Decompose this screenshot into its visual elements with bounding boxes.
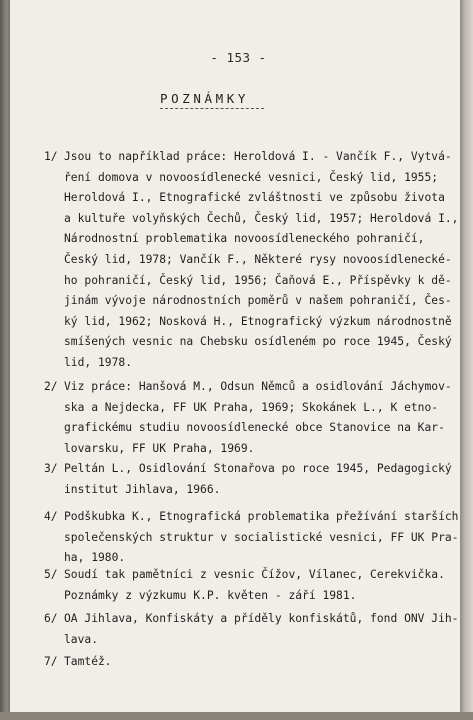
note-text-line: Heroldová I., Etnografické zvláštnosti ve způsobu života	[64, 191, 445, 205]
note-text-line: lid, 1978.	[64, 356, 133, 369]
note-text-line: společenských struktur v socialistické vesnici, FF UK Pra-	[64, 530, 459, 544]
note-marker: 7/	[44, 655, 58, 668]
note-marker: 2/	[44, 380, 58, 393]
page-number: - 153 -	[210, 50, 267, 65]
note-text-line: lovarsku, FF UK Praha, 1969.	[64, 441, 255, 455]
note-text-line: smíšených vesnic na Chebsku osídleném po roce 1945, Český	[64, 335, 452, 349]
note-text-line: ký lid, 1962; Nosková H., Etnografický výzkum národnostně	[64, 314, 452, 328]
scan-bottom-edge	[0, 712, 473, 720]
note-text-line: Jsou to například práce: Heroldová I. - Vančík F., Vytvá-	[64, 150, 452, 163]
note-marker: 6/	[44, 612, 58, 625]
note-text-line: Tamtéž.	[64, 655, 112, 668]
note-text-line: ření domova v novoosídlenecké vesnici, Český lid, 1955;	[64, 170, 439, 184]
note-text-line: Peltán L., Osidlování Stonařova po roce 1945, Pedagogický	[64, 462, 452, 475]
page-title: POZNÁMKY	[160, 91, 250, 106]
note-text-line: lava.	[64, 632, 99, 646]
note-text-line: Podškubka K., Etnografická problematika přežívání starších	[64, 510, 459, 523]
document-page	[10, 0, 467, 712]
note-marker: 1/	[44, 150, 58, 163]
note-marker: 3/	[44, 462, 58, 475]
note-text-line: institut Jihlava, 1966.	[64, 482, 221, 496]
note-text-line: Národnostní problematika novoosídleneckého pohraničí,	[64, 232, 425, 246]
note-text-line: Poznámky z výzkumu K.P. květen - září 1981.	[64, 588, 357, 602]
note-text-line: OA Jihlava, Konfiskáty a příděly konfiskátů, fond ONV Jih-	[64, 612, 459, 625]
note-marker: 5/	[44, 568, 58, 581]
note-text-line: ha, 1980.	[64, 551, 126, 565]
note-text-line: jinám vývoje národnostních poměrů v našem pohraničí, Čes-	[64, 294, 452, 308]
note-text-line: ho pohraničí, Český lid, 1956; Čaňová E., Příspěvky k dě-	[64, 273, 452, 287]
note-text-line: ska a Nejdecka, FF UK Praha, 1969; Skokánek L., K etno-	[64, 400, 439, 414]
note-text-line: Soudí tak pamětníci z vesnic Čížov, Vílanec, Cerekvička.	[64, 568, 445, 581]
note-marker: 4/	[44, 510, 58, 523]
book-binding-edge	[460, 0, 473, 720]
note-text-line: a kultuře volyňských Čechů, Český lid, 1957; Heroldová I.,	[64, 211, 459, 225]
note-text-line: Viz práce: Hanšová M., Odsun Němců a osidlování Jáchymov-	[64, 380, 452, 393]
note-text-line: grafickému studiu novoosídlenecké obce Stanovice na Kar-	[64, 421, 445, 435]
note-text-line: Český lid, 1978; Vančík F., Některé rysy novoosídlenecké-	[64, 253, 452, 266]
title-underline	[160, 108, 264, 109]
